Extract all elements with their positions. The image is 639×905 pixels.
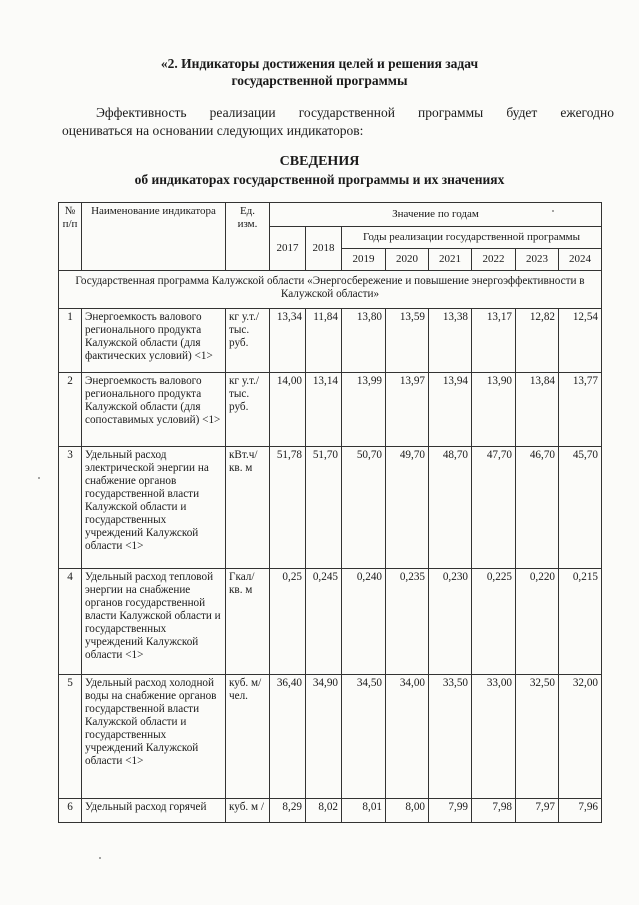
row-value: 45,70 [559,447,602,569]
row-value: 12,82 [516,309,559,373]
row-unit: куб. м/ чел. [226,675,270,799]
row-num: 2 [59,373,82,447]
row-value: 8,02 [306,799,342,823]
row-value: 13,94 [429,373,472,447]
section-title-line2: государственной программы [231,73,408,88]
section-title-line1: «2. Индикаторы достижения целей и решения задач [160,56,479,71]
intro-line1 [62,104,614,122]
row-value: 12,54 [559,309,602,373]
row-value: 34,50 [342,675,386,799]
row-value: 13,34 [270,309,306,373]
row-value: 7,99 [429,799,472,823]
header-num: № п/п [59,203,82,271]
row-value: 36,40 [270,675,306,799]
intro-word: программы [418,105,484,120]
row-value: 32,00 [559,675,602,799]
header-year: 2020 [386,249,429,271]
row-num: 3 [59,447,82,569]
header-year: 2024 [559,249,602,271]
row-name: Удельный расход тепловой энергии на снабжение органов государственной власти Калужской области и государственных учреждений Калужской области <1> [82,569,226,675]
row-value: 0,215 [559,569,602,675]
table-row [59,447,602,569]
header-name: Наименование индикатора [82,203,226,271]
row-value: 13,84 [516,373,559,447]
header-year: 2022 [472,249,516,271]
header-year: 2017 [270,227,306,271]
table-row [59,373,602,447]
row-name: Удельный расход горячей [82,799,226,823]
row-value: 50,70 [342,447,386,569]
intro-word: Эффективность [96,105,187,120]
scan-speck [38,477,40,479]
row-value: 33,50 [429,675,472,799]
svedenia-title: СВЕДЕНИЯ [279,154,360,169]
row-num: 5 [59,675,82,799]
header-year: 2021 [429,249,472,271]
row-value: 13,97 [386,373,429,447]
row-num: 6 [59,799,82,823]
row-value: 7,98 [472,799,516,823]
intro-paragraph [62,104,614,140]
header-year: 2023 [516,249,559,271]
row-unit: кг у.т./ тыс. руб. [226,309,270,373]
row-value: 49,70 [386,447,429,569]
intro-line2: оцениваться на основании следующих индикаторов: [62,123,364,138]
row-value: 14,00 [270,373,306,447]
row-value: 0,230 [429,569,472,675]
row-value: 7,97 [516,799,559,823]
row-value: 34,90 [306,675,342,799]
row-num: 4 [59,569,82,675]
row-value: 13,80 [342,309,386,373]
row-value: 48,70 [429,447,472,569]
row-value: 13,17 [472,309,516,373]
header-year: 2019 [342,249,386,271]
row-value: 0,240 [342,569,386,675]
table-row [59,675,602,799]
row-unit: Гкал/ кв. м [226,569,270,675]
scan-speck [552,210,554,212]
row-unit: кг у.т./ тыс. руб. [226,373,270,447]
row-value: 0,25 [270,569,306,675]
intro-word: реализации [209,105,276,120]
row-name: Удельный расход холодной воды на снабжение органов государственной власти Калужской области и государственных учреждений Калужской области <1> [82,675,226,799]
row-value: 8,01 [342,799,386,823]
row-value: 13,14 [306,373,342,447]
table-row [59,799,602,823]
indicators-table [58,202,602,823]
row-value: 8,29 [270,799,306,823]
row-unit: кВт.ч/ кв. м [226,447,270,569]
row-num: 1 [59,309,82,373]
table-row [59,569,602,675]
row-value: 13,77 [559,373,602,447]
program-title: Государственная программа Калужской области «Энергосбережение и повышение энергоэффективности в Калужской области» [59,271,602,309]
row-value: 7,96 [559,799,602,823]
row-value: 47,70 [472,447,516,569]
header-program-years: Годы реализации государственной программы [342,227,602,249]
row-unit: куб. м / [226,799,270,823]
row-name: Энергоемкость валового регионального продукта Калужской области (для сопоставимых условий) <1> [82,373,226,447]
intro-word: будет [506,105,538,120]
row-value: 0,225 [472,569,516,675]
intro-word: государственной [298,105,395,120]
row-value: 46,70 [516,447,559,569]
header-year: 2018 [306,227,342,271]
row-value: 0,220 [516,569,559,675]
header-values-by-year: Значение по годам [270,203,602,227]
svedenia-subtitle: об индикаторах государственной программы и их значениях [134,172,505,187]
row-name: Энергоемкость валового регионального продукта Калужской области (для фактических условий) <1> [82,309,226,373]
row-name: Удельный расход электрической энергии на снабжение органов государственной власти Калужской области и государственных учреждений Калужской области <1> [82,447,226,569]
row-value: 13,38 [429,309,472,373]
table-row [59,309,602,373]
row-value: 0,235 [386,569,429,675]
row-value: 34,00 [386,675,429,799]
row-value: 0,245 [306,569,342,675]
header-unit: Ед. изм. [226,203,270,271]
row-value: 51,70 [306,447,342,569]
intro-word: ежегодно [560,105,614,120]
row-value: 51,78 [270,447,306,569]
scan-speck [99,857,101,859]
row-value: 8,00 [386,799,429,823]
row-value: 13,90 [472,373,516,447]
row-value: 33,00 [472,675,516,799]
row-value: 32,50 [516,675,559,799]
row-value: 13,59 [386,309,429,373]
row-value: 13,99 [342,373,386,447]
row-value: 11,84 [306,309,342,373]
